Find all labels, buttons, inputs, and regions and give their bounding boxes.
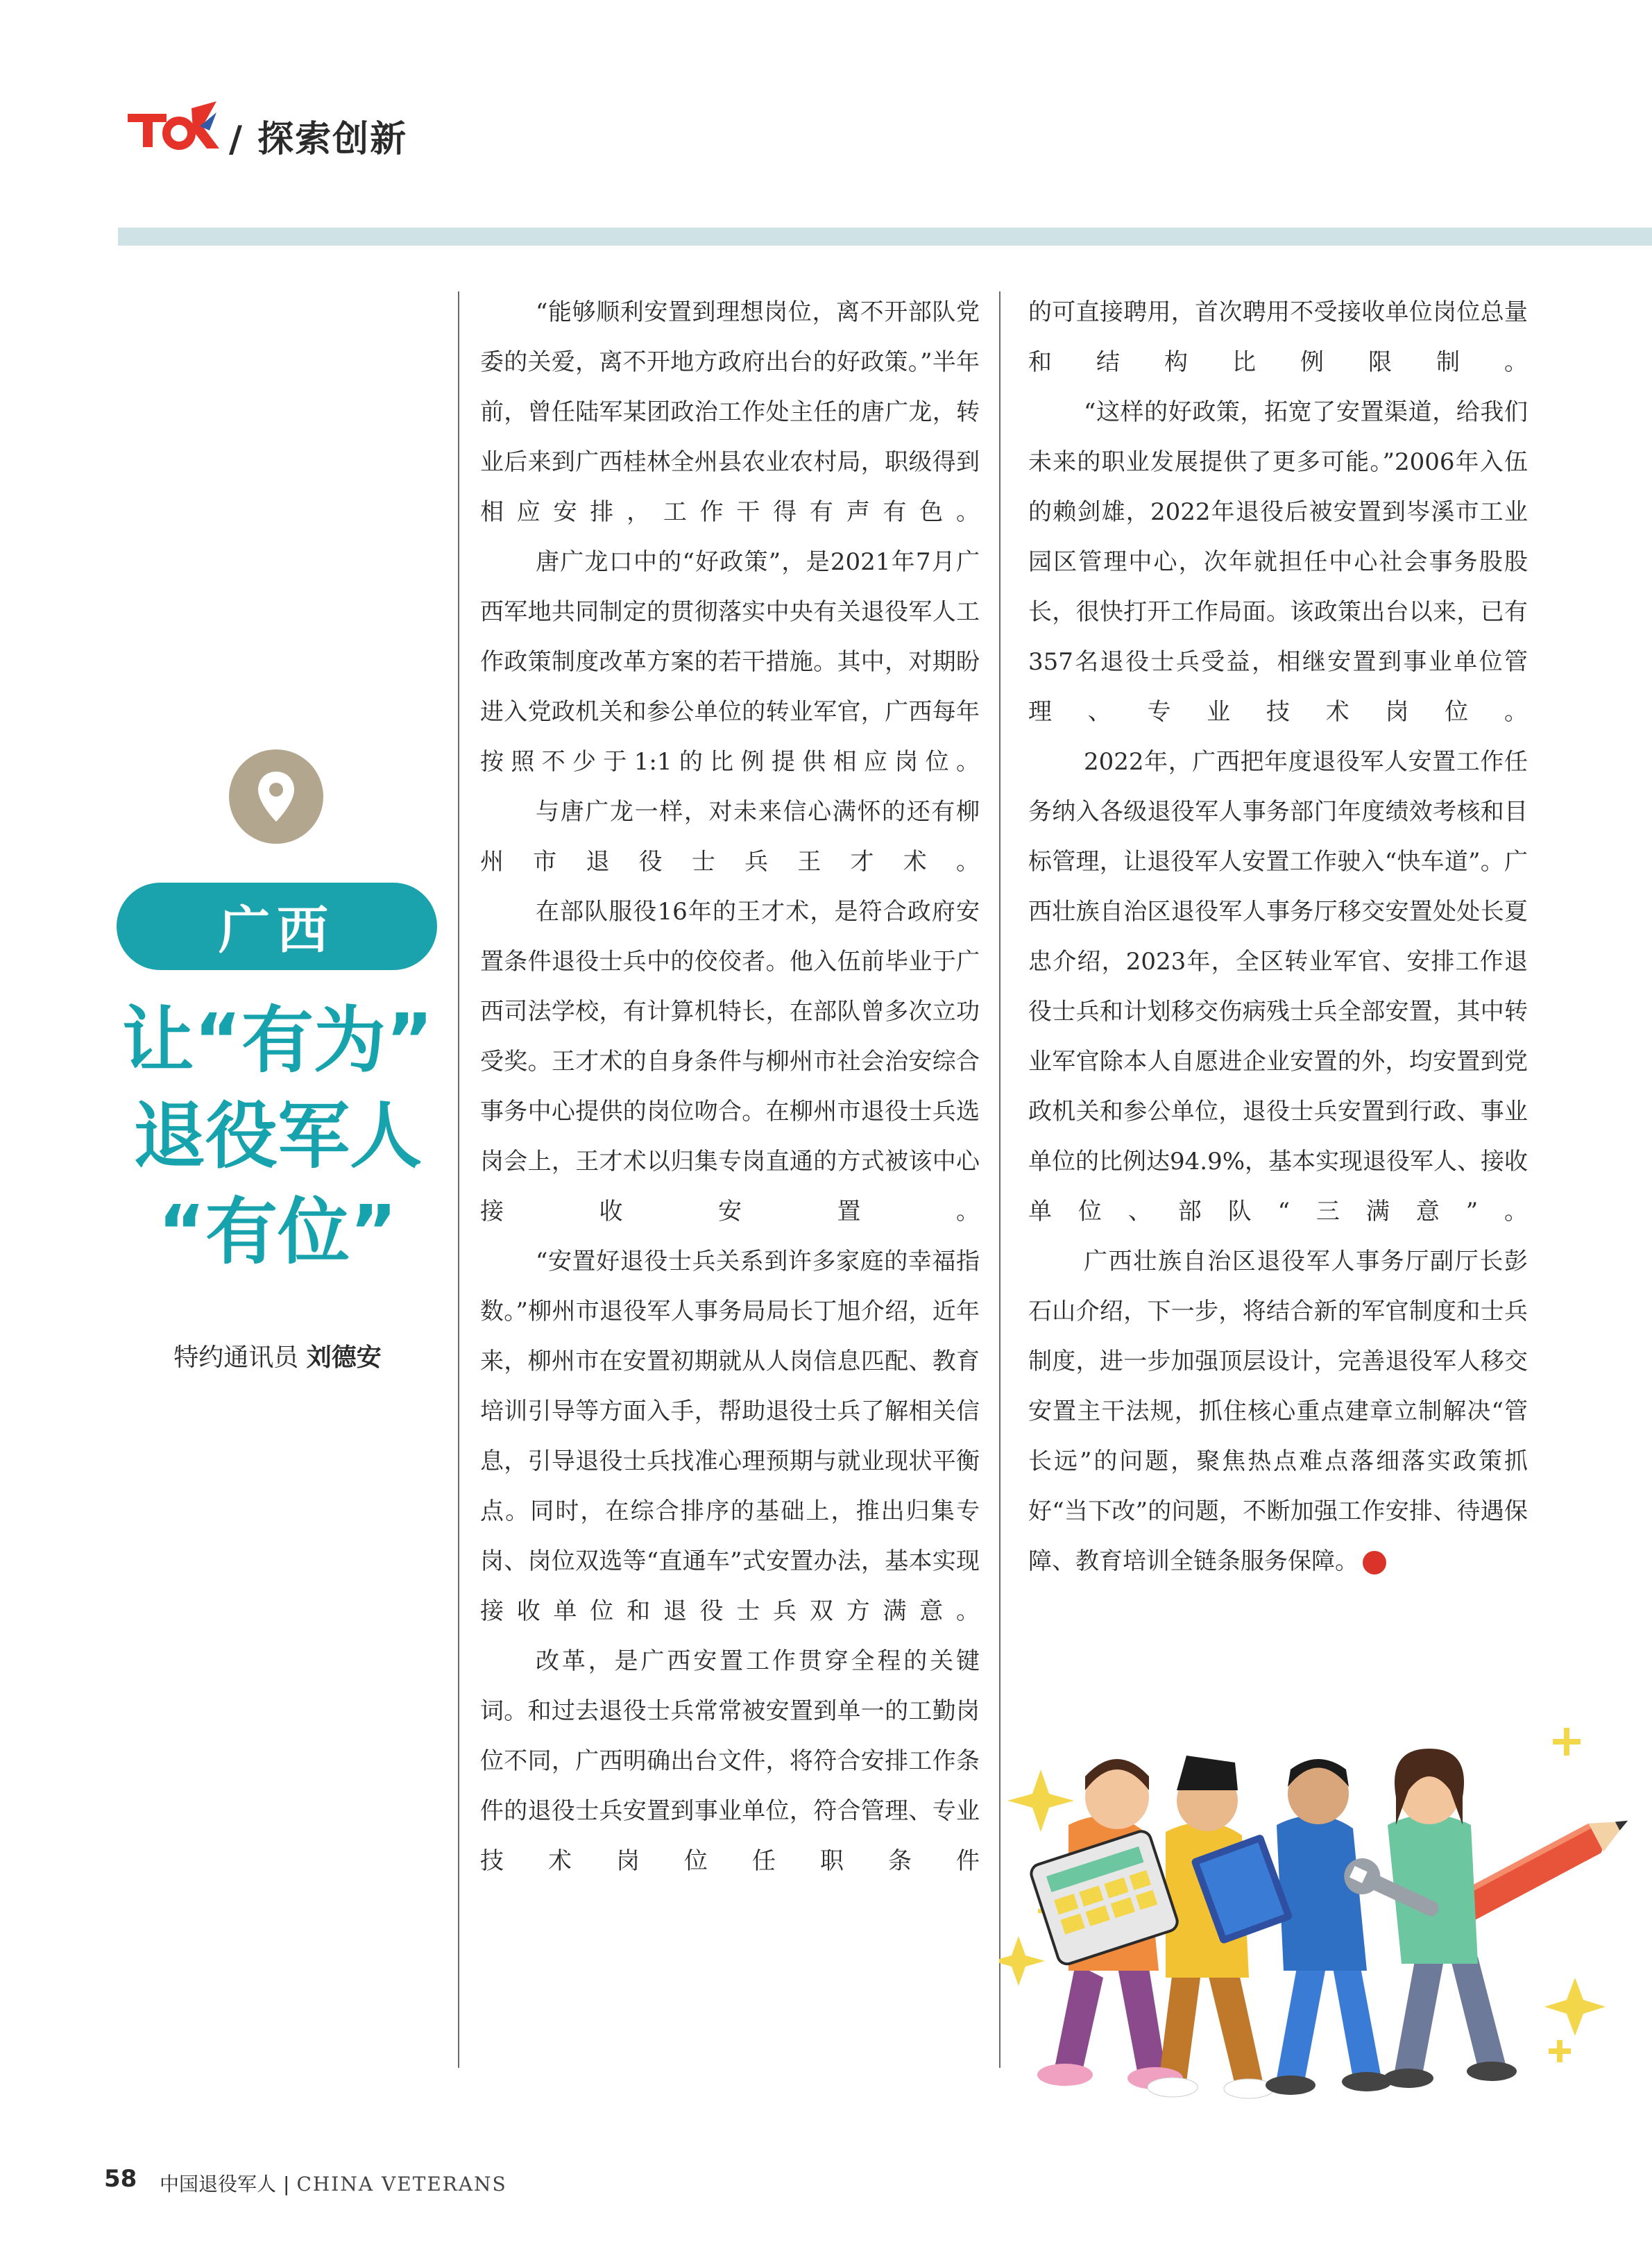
end-mark-icon: V	[1363, 1551, 1386, 1574]
paragraph: 改革，是广西安置工作贯穿全程的关键词。和过去退役士兵常常被安置到单一的工勤岗位不同，广西明确出台文件，将符合安排工作条件的退役士兵安置到事业单位，符合管理、专业技术岗位任职条件	[480, 1647, 980, 1875]
paragraph: 唐广龙口中的“好政策”，是2021年7月广西军地共同制定的贯彻落实中央有关退役军人工作政策制度改革方案的若干措施。其中，对期盼进入党政机关和参公单位的转业军官，广西每年按照不少于1:1的比例提供相应岗位。	[480, 548, 980, 776]
location-pin-icon	[229, 749, 323, 844]
paragraph: 与唐广龙一样，对未来信心满怀的还有柳州市退役士兵王才术。	[480, 798, 980, 876]
paragraph: 的可直接聘用，首次聘用不受接收单位岗位总量和结构比例限制。	[1028, 298, 1528, 376]
byline-author: 刘德安	[306, 1343, 382, 1372]
section-title: / 探索创新	[229, 119, 408, 160]
article-column-1	[480, 287, 980, 1886]
headline-line-2: 退役军人	[133, 1094, 422, 1178]
article-column-2	[1028, 287, 1528, 1586]
headline-line-3: “有位”	[157, 1189, 398, 1274]
footer-separator: |	[283, 2173, 290, 2196]
byline	[97, 1338, 458, 1373]
paragraph-text: 广西壮族自治区退役军人事务厅副厅长彭石山介绍，下一步，将结合新的军官制度和士兵制度，进一步加强顶层设计，完善退役军人移交安置主干法规，抓住核心重点建章立制解决“管长远”的问题，聚焦热点难点落细落实政策抓好“当下改”的问题，不断加强工作安排、待遇保障、教育培训全链条服务保障。	[1028, 1248, 1528, 1575]
magazine-name-en: CHINA VETERANS	[296, 2173, 507, 2196]
byline-role: 特约通讯员	[173, 1343, 299, 1372]
veterans-team-illustration	[999, 1721, 1652, 2109]
top-divider-bar	[118, 228, 1652, 246]
paragraph	[1028, 1237, 1528, 1586]
paragraph: “能够顺利安置到理想岗位，离不开部队党委的关爱，离不开地方政府出台的好政策。”半年前，曾任陆军某团政治工作处主任的唐广龙，转业后来到广西桂林全州县农业农村局，职级得到相应安排，工作干得有声有色。	[480, 298, 980, 526]
page-number: 58	[104, 2165, 137, 2193]
paragraph: 在部队服役16年的王才术，是符合政府安置条件退役士兵中的佼佼者。他入伍前毕业于广西司法学校，有计算机特长，在部队曾多次立功受奖。王才术的自身条件与柳州市社会治安综合事务中心提供的岗位吻合。在柳州市退役士兵选岗会上，王才术以归集专岗直通的方式被该中心接收安置。	[480, 898, 980, 1225]
magazine-name	[160, 2169, 507, 2197]
paragraph: “安置好退役士兵关系到许多家庭的幸福指数。”柳州市退役军人事务局局长丁旭介绍，近年来，柳州市在安置初期就从人岗信息匹配、教育培训引导等方面入手，帮助退役士兵了解相关信息，引导退役士兵找准心理预期与就业现状平衡点。同时，在综合排序的基础上，推出归集专岗、岗位双选等“直通车”式安置办法，基本实现接收单位和退役士兵双方满意。	[480, 1248, 980, 1625]
column-rule-left	[458, 291, 459, 2068]
magazine-name-cn: 中国退役军人	[160, 2173, 277, 2196]
paragraph: “这样的好政策，拓宽了安置渠道，给我们未来的职业发展提供了更多可能。”2006年入伍的赖剑雄，2022年退役后被安置到岑溪市工业园区管理中心，次年就担任中心社会事务股股长，很快打开工作局面。该政策出台以来，已有357名退役士兵受益，相继安置到事业单位管理、专业技术岗位。	[1028, 398, 1528, 726]
magazine-logo-icon	[125, 99, 222, 154]
region-badge: 广西	[117, 883, 437, 970]
headline-line-1: 让“有为”	[121, 998, 434, 1082]
article-headline	[97, 992, 458, 1280]
paragraph: 2022年，广西把年度退役军人安置工作任务纳入各级退役军人事务部门年度绩效考核和目标管理，让退役军人安置工作驶入“快车道”。广西壮族自治区退役军人事务厅移交安置处处长夏忠介绍，2023年，全区转业军官、安排工作退役士兵和计划移交伤病残士兵全部安置，其中转业军官除本人自愿进企业安置的外，均安置到党政机关和参公单位，退役士兵安置到行政、事业单位的比例达94.9%，基本实现退役军人、接收单位、部队“三满意”。	[1028, 748, 1528, 1225]
